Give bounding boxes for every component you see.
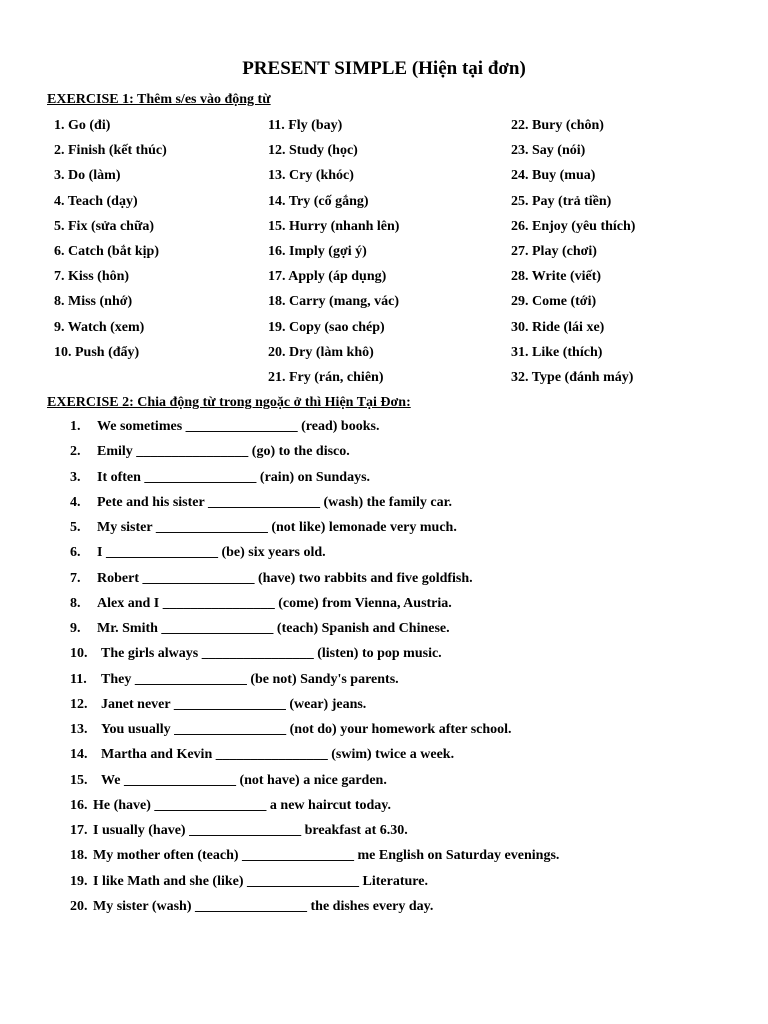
item-number: 20. [70,898,88,914]
exercise2-heading: EXERCISE 2: Chia động từ trong ngoặc ở thì Hiện Tại Đơn: [47,395,411,410]
item-number: 8. [70,595,81,611]
verb-item: 2. Finish (kết thúc) [54,143,167,159]
verb-item: 22. Bury (chôn) [511,118,604,133]
item-sentence: Emily ________________ (go) to the disco. [97,444,350,460]
item-sentence: My sister (wash) ________________ the dishes every day. [93,898,434,914]
verb-item: 20. Dry (làm khô) [268,344,374,360]
item-number: 1. [70,419,81,434]
verb-item: 17. Apply (áp dụng) [268,269,387,285]
item-number: 5. [70,520,81,535]
verb-item: 24. Buy (mua) [511,168,596,184]
verb-item: 5. Fix (sửa chữa) [54,218,155,234]
item-sentence: I like Math and she (like) ________________ Literature. [93,873,428,889]
verb-item: 31. Like (thích) [511,344,603,360]
verb-item: 18. Carry (mang, vác) [268,294,400,310]
verb-item: 10. Push (đẩy) [54,344,140,360]
exercise1-column-1 [54,116,167,368]
exercise1-column-3 [511,116,635,393]
verb-item: 14. Try (cố gắng) [268,193,369,209]
item-sentence: My sister ________________ (not like) lemonade very much. [97,520,457,535]
item-number: 11. [70,671,87,687]
exercise1-heading: EXERCISE 1: Thêm s/es vào động từ [47,92,271,107]
item-sentence: It often ________________ (rain) on Sundays. [97,469,371,485]
verb-item: 30. Ride (lái xe) [511,319,605,335]
verb-item: 27. Play (chơi) [511,243,597,259]
verb-item: 23. Say (nói) [511,143,586,159]
item-sentence: Robert ________________ (have) two rabbits and five goldfish. [97,570,473,586]
item-number: 16. [70,797,88,813]
verb-item: 11. Fly (bay) [268,118,343,133]
verb-item: 29. Come (tới) [511,294,597,310]
item-number: 3. [70,469,81,485]
item-sentence: Martha and Kevin ________________ (swim) twice a week. [101,747,455,763]
verb-item: 32. Type (đánh máy) [511,369,634,385]
item-sentence: You usually ________________ (not do) your homework after school. [101,722,512,737]
verb-item: 7. Kiss (hôn) [54,269,130,285]
exercise1-column-2 [268,116,399,393]
item-sentence: Mr. Smith ________________ (teach) Spanish and Chinese. [97,621,450,636]
item-number: 6. [70,545,81,561]
item-number: 9. [70,621,81,636]
page-title: PRESENT SIMPLE (Hiện tại đơn) [242,58,526,79]
verb-item: 28. Write (viết) [511,269,602,285]
item-sentence: The girls always ________________ (listen) to pop music. [101,646,442,662]
verb-item: 21. Fry (rán, chiên) [268,369,384,385]
verb-item: 13. Cry (khóc) [268,168,354,184]
item-number: 14. [70,747,88,763]
item-number: 15. [70,772,88,788]
item-sentence: I usually (have) ________________ breakfast at 6.30. [93,823,408,838]
verb-item: 9. Watch (xem) [54,319,145,335]
item-sentence: We sometimes ________________ (read) books. [97,419,380,434]
item-sentence: My mother often (teach) ________________ me English on Saturday evenings. [93,848,560,864]
item-number: 10. [70,646,88,662]
verb-item: 25. Pay (trả tiền) [511,193,612,209]
verb-item: 1. Go (đi) [54,118,111,133]
item-number: 13. [70,722,88,737]
item-number: 12. [70,696,88,712]
item-number: 18. [70,848,88,864]
item-number: 4. [70,494,81,510]
item-sentence: Pete and his sister ________________ (wash) the family car. [97,494,453,510]
item-sentence: Alex and I ________________ (come) from Vienna, Austria. [97,595,452,611]
item-sentence: Janet never ________________ (wear) jeans. [101,696,367,712]
verb-item: 26. Enjoy (yêu thích) [511,218,636,234]
verb-item: 3. Do (làm) [54,168,121,184]
verb-item: 6. Catch (bắt kịp) [54,243,160,259]
verb-item: 15. Hurry (nhanh lên) [268,218,400,234]
verb-item: 8. Miss (nhớ) [54,294,133,310]
verb-item: 19. Copy (sao chép) [268,319,385,335]
item-number: 7. [70,570,81,586]
item-sentence: I ________________ (be) six years old. [97,545,326,561]
verb-item: 4. Teach (dạy) [54,193,138,209]
item-number: 2. [70,444,81,460]
verb-item: 12. Study (học) [268,143,358,159]
item-sentence: They ________________ (be not) Sandy's parents. [101,671,399,687]
item-sentence: He (have) ________________ a new haircut today. [93,797,392,813]
verb-item: 16. Imply (gợi ý) [268,243,367,259]
item-number: 17. [70,823,88,838]
item-sentence: We ________________ (not have) a nice garden. [101,772,387,788]
item-number: 19. [70,873,88,889]
